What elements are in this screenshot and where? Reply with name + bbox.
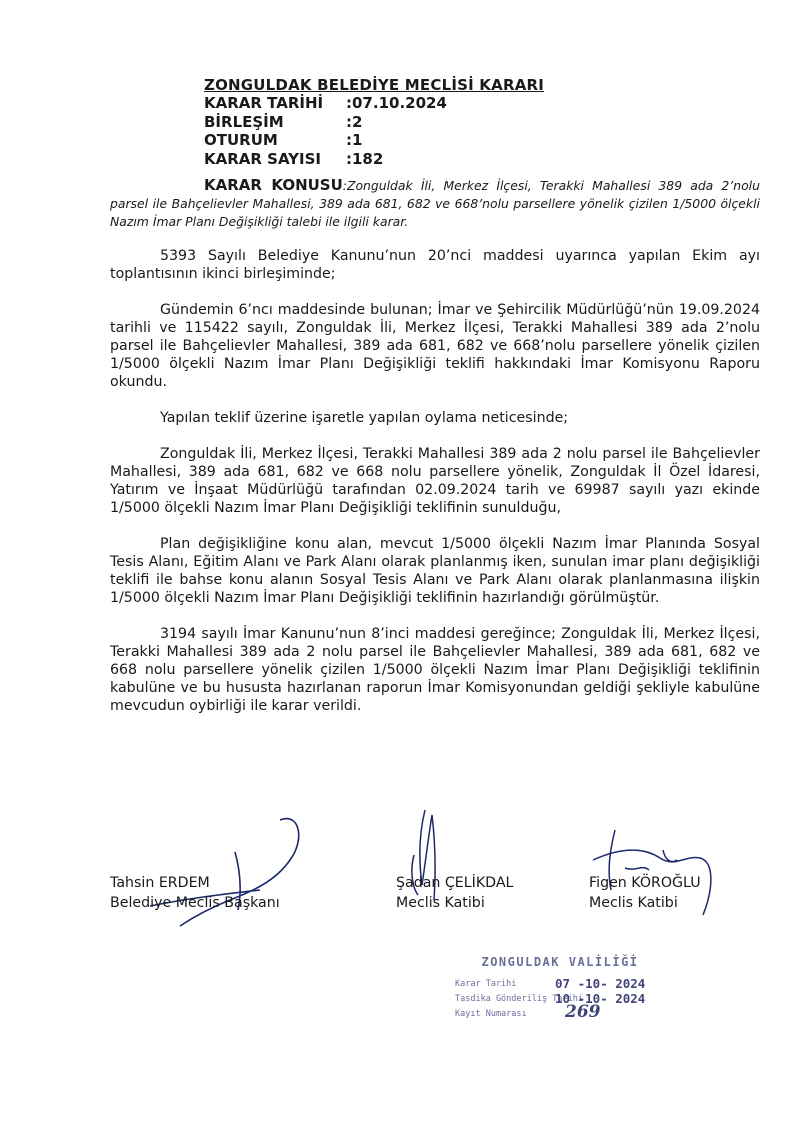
- subject-value: :Zonguldak İli, Merkez İlçesi, Terakki Mahallesi 389 ada 2’nolu parsel ile Bahçelievler Mahallesi, 389 ada 681, 682 ve 668’nolu parsellere yönelik çizilen 1/5000 ölçekli Nazım İmar Planı Değişikliği talebi ile ilgili karar.: [110, 178, 760, 229]
- signatory-chairman: [110, 873, 280, 913]
- signatory-name: Şadan ÇELİKDAL: [396, 875, 514, 891]
- meta-key: OTURUM: [204, 131, 278, 149]
- meta-row-number: [204, 150, 764, 169]
- stamp-value: 07 -10- 2024: [555, 976, 646, 991]
- signatory-role: Meclis Katibi: [396, 895, 485, 911]
- signatory-clerk-2: [589, 873, 701, 913]
- meta-row-date: [204, 94, 764, 113]
- stamp-title: ZONGULDAK VALİLİĞİ: [481, 955, 639, 969]
- signatory-name: Figen KÖROĞLU: [589, 875, 701, 891]
- signatory-role: Meclis Katibi: [589, 895, 678, 911]
- meta-key: KARAR TARİHİ: [204, 94, 324, 112]
- decision-subject: [110, 176, 760, 231]
- paragraph: Gündemin 6’ncı maddesinde bulunan; İmar ve Şehircilik Müdürlüğü’nün 19.09.2024 tarihli ve 115422 sayılı, Zonguldak İli, Merkez İlçesi, Terakki Mahallesi 389 ada 2’nolu parsel ile Bahçelievler Mahallesi, 389 ada 681, 682 ve 668’nolu parsellere yönelik çizilen 1/5000 ölçekli Nazım İmar Planı Değişikliği teklifi hakkındaki İmar Komisyonu Raporu okundu.: [110, 302, 760, 390]
- stamp-value: 269: [565, 1002, 601, 1022]
- subject-key: KARAR KONUSU: [204, 176, 343, 194]
- paragraph: Yapılan teklif üzerine işaretle yapılan oylama neticesinde;: [160, 410, 569, 426]
- meta-value: :182: [346, 149, 384, 168]
- meta-value: :1: [346, 131, 363, 149]
- governorship-stamp: [455, 955, 665, 1027]
- stamp-label: Tasdika Gönderiliş Tarihi: [455, 994, 583, 1004]
- stamp-row-sent-date: [455, 991, 665, 1009]
- decision-body: [110, 247, 760, 733]
- meta-value: :07.10.2024: [346, 94, 447, 112]
- signatory-clerk-1: [396, 873, 513, 913]
- stamp-label: Kayıt Numarası: [455, 1009, 527, 1019]
- paragraph: 5393 Sayılı Belediye Kanunu’nun 20’nci maddesi uyarınca yapılan Ekim ayı toplantısının ikinci birleşiminde;: [110, 248, 760, 282]
- signatory-name: Tahsin ERDEM: [110, 875, 210, 891]
- document-header: [204, 76, 764, 168]
- paragraph: Plan değişikliğine konu alan, mevcut 1/5000 ölçekli Nazım İmar Planında Sosyal Tesis Alanı, Eğitim Alanı ve Park Alanı olarak planlanmış iken, sunulan imar planı değişikliği teklifi ile bahse konu alanın Sosyal Tesis Alanı ve Park Alanı olarak planlanmasına ilişkin 1/5000 ölçekli Nazım İmar Planı Değişikliği teklifinin hazırlandığı görülmüştür.: [110, 536, 760, 606]
- stamp-row-record-number: [455, 1002, 665, 1027]
- stamp-label: Karar Tarihi: [455, 979, 517, 989]
- document-title: ZONGULDAK BELEDİYE MECLİSİ KARARI: [204, 76, 545, 94]
- meta-row-session: [204, 113, 764, 132]
- meta-row-sitting: [204, 131, 764, 150]
- meta-key: BİRLEŞİM: [204, 112, 284, 131]
- signatory-role: Belediye Meclis Başkanı: [110, 895, 280, 911]
- paragraph: Zonguldak İli, Merkez İlçesi, Terakki Mahallesi 389 ada 2 nolu parsel ile Bahçelievler Mahallesi, 389 ada 681, 682 ve 668 nolu parsellere yönelik, Zonguldak İl Özel İdaresi, Yatırım ve İnşaat Müdürlüğü tarafından 02.09.2024 tarih ve 69987 sayılı yazı ekinde 1/5000 ölçekli Nazım İmar Planı Değişikliği teklifinin sunulduğu,: [110, 446, 760, 516]
- meta-value: :2: [346, 112, 363, 131]
- meta-key: KARAR SAYISI: [204, 149, 321, 168]
- paragraph: 3194 sayılı İmar Kanunu’nun 8’inci maddesi gereğince; Zonguldak İli, Merkez İlçesi, Terakki Mahallesi 389 ada 2 nolu parsel ile Bahçelievler Mahallesi, 389 ada 681, 682 ve 668 nolu parsellere yönelik çizilen 1/5000 ölçekli Nazım İmar Planı Değişikliği teklifinin kabulüne ve bu hususta hazırlanan raporun İmar Komisyonundan geldiği şekliyle kabulüne mevcudun oybirliği ile karar verildi.: [110, 626, 760, 714]
- stamp-value: 10 -10- 2024: [555, 991, 646, 1006]
